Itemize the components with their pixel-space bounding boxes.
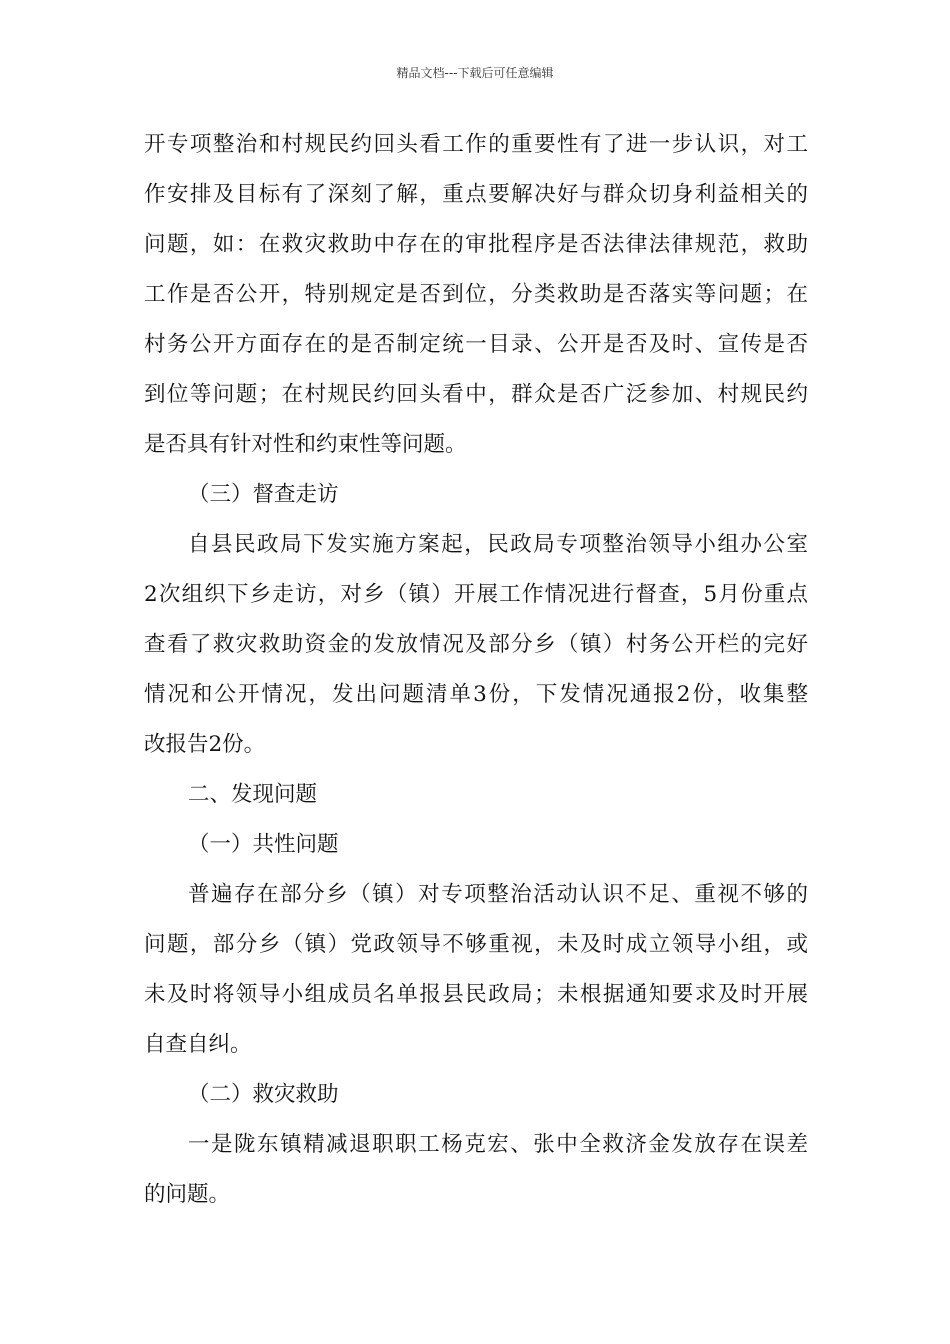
- text-line: （一）共性问题: [188, 832, 339, 857]
- page-header: 精品文档---下载后可任意编辑: [396, 66, 554, 80]
- text-line: 情况和公开情况，发出问题清单3份，下发情况通报2份，收集整: [144, 682, 808, 707]
- text-line: 问题，部分乡（镇）党政领导不够重视，未及时成立领导小组，或: [144, 932, 808, 957]
- text-line: 二、发现问题: [188, 782, 318, 807]
- text-line: 普遍存在部分乡（镇）对专项整治活动认识不足、重视不够的: [188, 882, 808, 907]
- text-line: 自查自纠。: [144, 1032, 252, 1057]
- document-body: [144, 128, 808, 1228]
- text-line: 未及时将领导小组成员名单报县民政局；未根据通知要求及时开展: [144, 982, 808, 1007]
- text-line: 问题，如：在救灾救助中存在的审批程序是否法律法律规范，救助: [144, 232, 808, 257]
- text-line: 作安排及目标有了深刻了解，重点要解决好与群众切身利益相关的: [144, 182, 808, 207]
- text-line: （三）督查走访: [188, 482, 339, 507]
- text-line: 自县民政局下发实施方案起，民政局专项整治领导小组办公室: [188, 532, 808, 557]
- text-line: 村务公开方面存在的是否制定统一目录、公开是否及时、宣传是否: [144, 332, 808, 357]
- text-line: 是否具有针对性和约束性等问题。: [144, 432, 467, 457]
- text-line: （二）救灾救助: [188, 1082, 339, 1107]
- text-line: 查看了救灾救助资金的发放情况及部分乡（镇）村务公开栏的完好: [144, 632, 808, 657]
- text-line: 改报告2份。: [144, 732, 266, 757]
- text-line: 到位等问题；在村规民约回头看中，群众是否广泛参加、村规民约: [144, 382, 808, 407]
- text-line: 工作是否公开，特别规定是否到位，分类救助是否落实等问题；在: [144, 282, 808, 307]
- text-line: 的问题。: [144, 1182, 231, 1207]
- text-line: 一是陇东镇精减退职职工杨克宏、张中全救济金发放存在误差: [188, 1132, 808, 1157]
- text-line: 开专项整治和村规民约回头看工作的重要性有了进一步认识，对工: [144, 132, 808, 157]
- text-line: 2次组织下乡走访，对乡（镇）开展工作情况进行督查，5月份重点: [144, 582, 808, 607]
